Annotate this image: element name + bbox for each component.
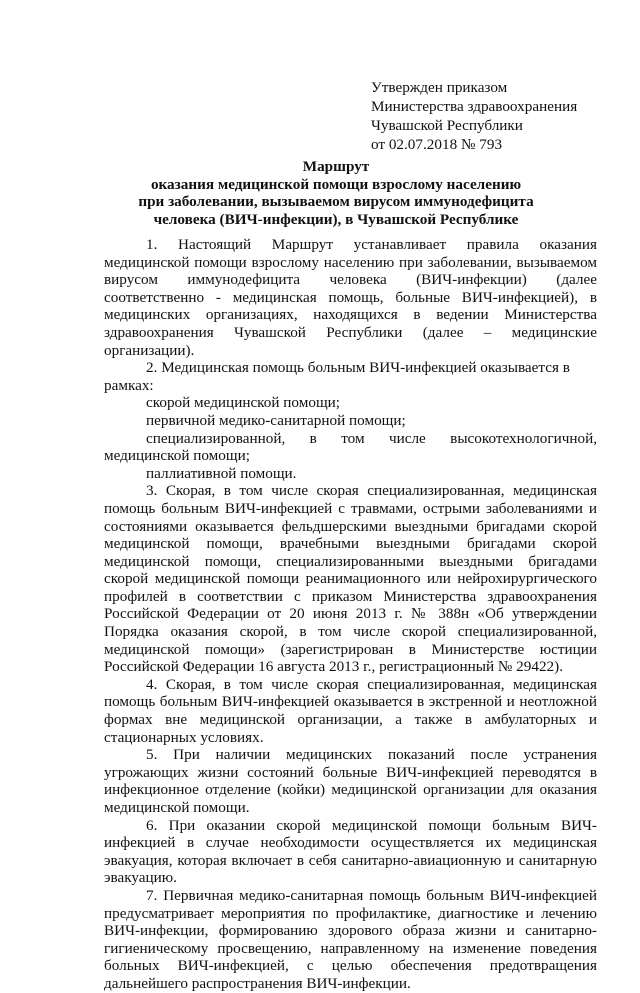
document-title (90, 158, 582, 228)
list-item: паллиативной помощи. (146, 464, 297, 482)
title-line: Маршрут (302, 158, 370, 175)
list-item: первичной медико-санитарной помощи; (146, 411, 406, 429)
document-body (104, 236, 597, 993)
paragraph-6: 6. При оказании скорой медицинской помощи больным ВИЧ-инфекцией в случае необходимости осуществляется их медицинская эвакуация, которая включает в себя санитарно-авиационную и санитарную эвакуацию. (104, 816, 597, 887)
paragraph-4: 4. Скорая, в том числе скорая специализированная, медицинская помощь больным ВИЧ-инфекцией оказывается в экстренной и неотложной формах вне медицинской организации, а также в амбулаторных и стационарных условиях. (104, 675, 597, 746)
paragraph-3: 3. Скорая, в том числе скорая специализированная, медицинская помощь больным ВИЧ-инфекцией с травмами, острыми заболеваниями и состояниями оказывается фельдшерскими выездными бригадами скорой медицинской помощи, врачебными выездными бригадами скорой медицинской помощи, специализированными выездными бригадами скорой медицинской помощи реанимационного или нейрохирургического профилей в соответствии с приказом Министерства здравоохранения Российской Федерации от 20 июня 2013 г. № 388н «Об утверждении Порядка оказания скорой, в том числе скорой специализированной, медицинской помощи» (зарегистрирован в Министерстве юстиции Российской Федерации 16 августа 2013 г., регистрационный № 29422). (104, 482, 597, 676)
title-line: человека (ВИЧ-инфекции), в Чувашской Республике (153, 210, 519, 228)
approval-line: Утвержден приказом (371, 79, 508, 96)
approval-line: от 02.07.2018 № 793 (371, 136, 503, 153)
paragraph-1: 1. Настоящий Маршрут устанавливает правила оказания медицинской помощи взрослому населению при заболевании, вызываемом вирусом иммунодефицита человека (ВИЧ-инфекции) (далее соответственно - медицинская помощь, больные ВИЧ-инфекцией), в медицинских организациях, находящихся в ведении Министерства здравоохранения Чувашской Республики (далее – медицинские организации). (104, 236, 597, 359)
approval-stamp (371, 78, 621, 154)
paragraph-2: 2. Медицинская помощь больным ВИЧ-инфекцией оказывается в рамках: (104, 359, 570, 394)
approval-line: Чувашской Республики (371, 117, 523, 134)
title-line: при заболевании, вызываемом вирусом иммунодефицита (138, 193, 534, 210)
list-item: скорой медицинской помощи; (146, 394, 340, 412)
paragraph-5: 5. При наличии медицинских показаний после устранения угрожающих жизни состояний больные ВИЧ-инфекцией переводятся в инфекционное отделение (койки) медицинской организации для оказания медицинской помощи. (104, 746, 597, 816)
approval-line: Министерства здравоохранения (371, 98, 578, 115)
title-line: оказания медицинской помощи взрослому населению (150, 175, 522, 193)
paragraph-7: 7. Первичная медико-санитарная помощь больным ВИЧ-инфекцией предусматривает мероприятия по профилактике, диагностике и лечению ВИЧ-инфекции, формированию здорового образа жизни и санитарно-гигиеническому просвещению, направленному на изменение поведения больных ВИЧ-инфекцией, с целью обеспечения предотвращения дальнейшего распространения ВИЧ-инфекции. (104, 886, 597, 992)
list-item: специализированной, в том числе высокотехнологичной, медицинской помощи; (104, 429, 597, 465)
